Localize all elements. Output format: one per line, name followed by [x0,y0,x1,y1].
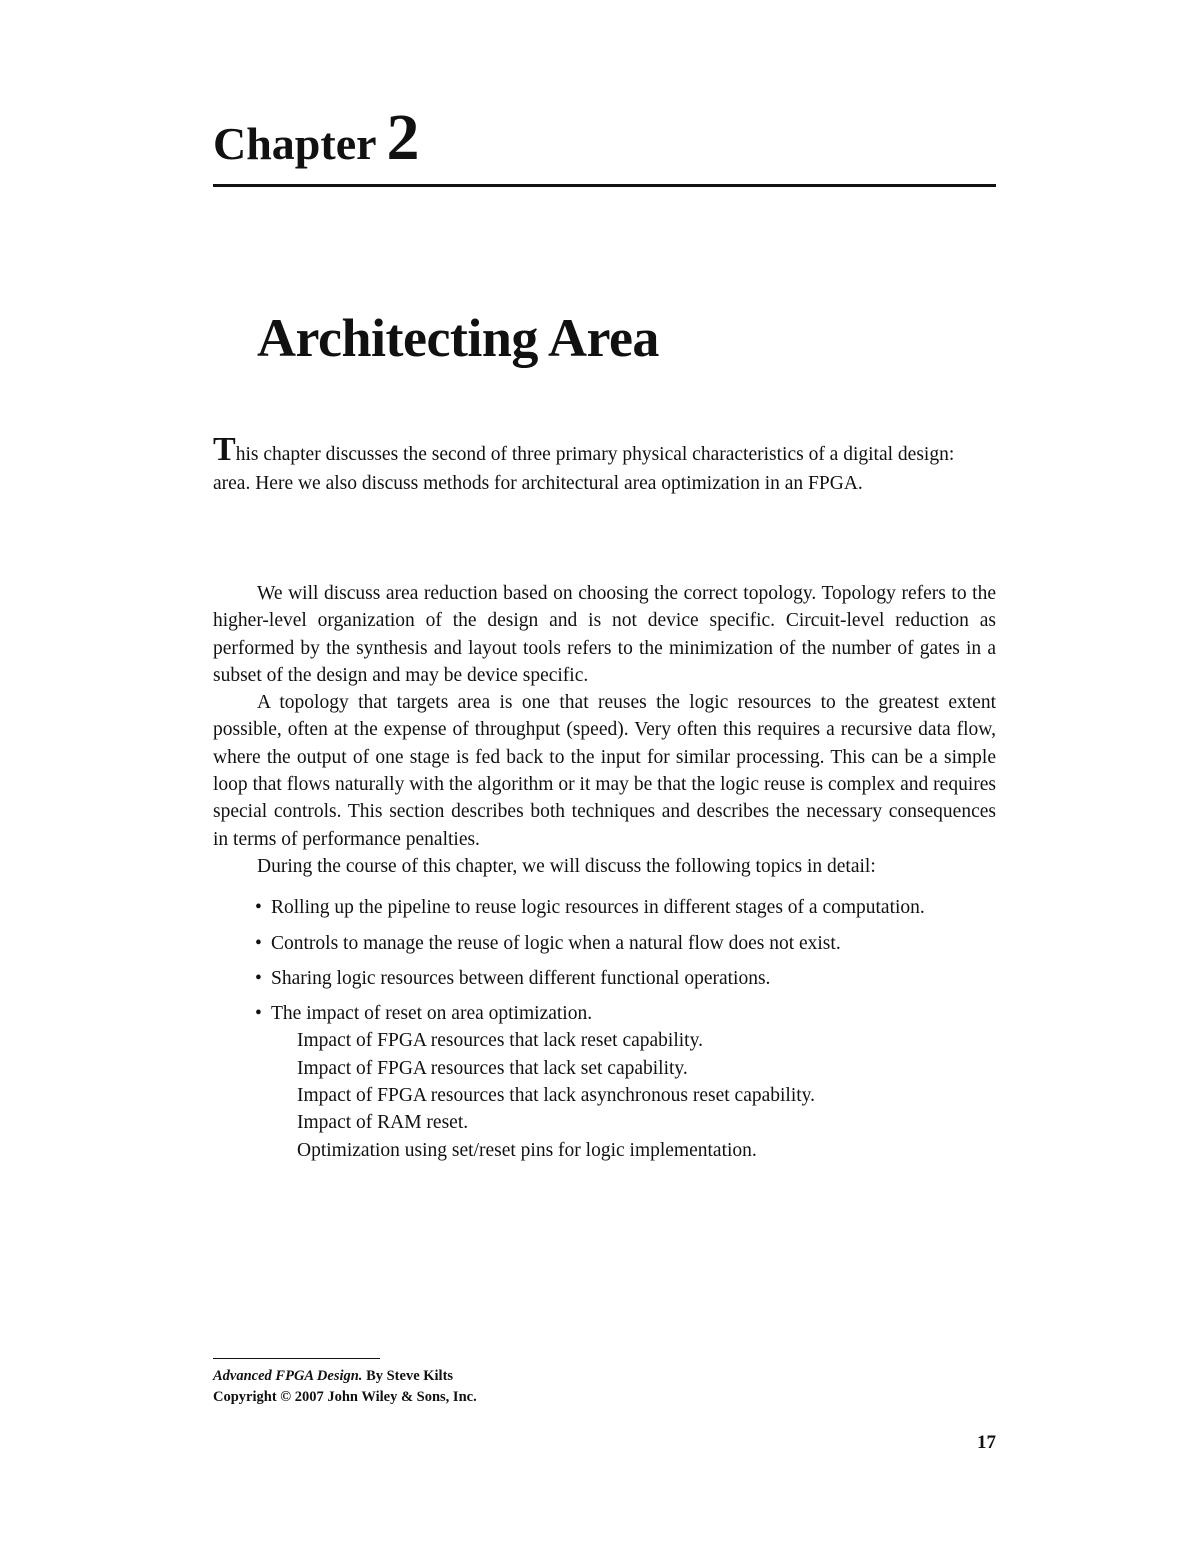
chapter-label [213,100,420,176]
paragraph: During the course of this chapter, we will discuss the following topics in detail: [257,855,876,877]
topic-item [271,1000,996,1164]
topic-list [213,894,996,1164]
topic-text: Rolling up the pipeline to reuse logic resources in different stages of a computation. [271,897,925,919]
sub-topic-list [271,1027,996,1163]
sub-topic-item: Optimization using set/reset pins for logic implementation. [297,1139,757,1161]
sub-topic-item: Impact of FPGA resources that lack asynchronous reset capability. [297,1085,816,1107]
book-author: By Steve Kilts [366,1368,454,1384]
intro-text: his chapter discusses the second of three primary physical characteristics of a digital design: area. Here we also discuss methods for architectural area optimization in an FPGA. [213,444,955,494]
book-title: Advanced FPGA Design. [213,1368,363,1384]
sub-topic-item: Impact of FPGA resources that lack set capability. [297,1057,688,1079]
chapter-title: Architecting Area [257,308,659,368]
copyright-line: Copyright © 2007 John Wiley & Sons, Inc. [213,1389,477,1405]
topic-item [271,894,996,921]
paragraph: We will discuss area reduction based on choosing the correct topology. Topology refers to the higher-level organization of the design and is not device specific. Circuit-level reduction as performed by the synthesis and layout tools refers to the minimization of the number of gates in a subset of the design and may be device specific. [213,583,996,686]
chapter-word: Chapter [213,118,377,169]
footnote-book-line [213,1366,477,1387]
chapter-number: 2 [386,101,420,174]
page-number: 17 [977,1432,996,1453]
drop-cap: T [213,431,236,468]
topic-item [271,930,996,957]
topic-text: Controls to manage the reuse of logic when a natural flow does not exist. [271,932,841,954]
sub-topic-item: Impact of FPGA resources that lack reset capability. [297,1030,703,1052]
footnote-rule [213,1358,380,1359]
topic-item [271,965,996,992]
chapter-intro [213,431,973,498]
body-text [213,580,996,1172]
chapter-rule [213,184,996,187]
paragraph: A topology that targets area is one that reuses the logic resources to the greatest extent possible, often at the expense of throughput (speed). Very often this requires a recursive data flow, where the output of one stage is fed back to the input for similar processing. This can be a simple loop that flows naturally with the algorithm or it may be that the logic reuse is complex and requires special controls. This section describes both techniques and describes the necessary consequences in terms of performance penalties. [213,692,996,850]
footnote [213,1366,477,1408]
topic-text: The impact of reset on area optimization. [271,1003,593,1025]
sub-topic-item: Impact of RAM reset. [297,1112,469,1134]
topic-text: Sharing logic resources between different functional operations. [271,967,771,989]
